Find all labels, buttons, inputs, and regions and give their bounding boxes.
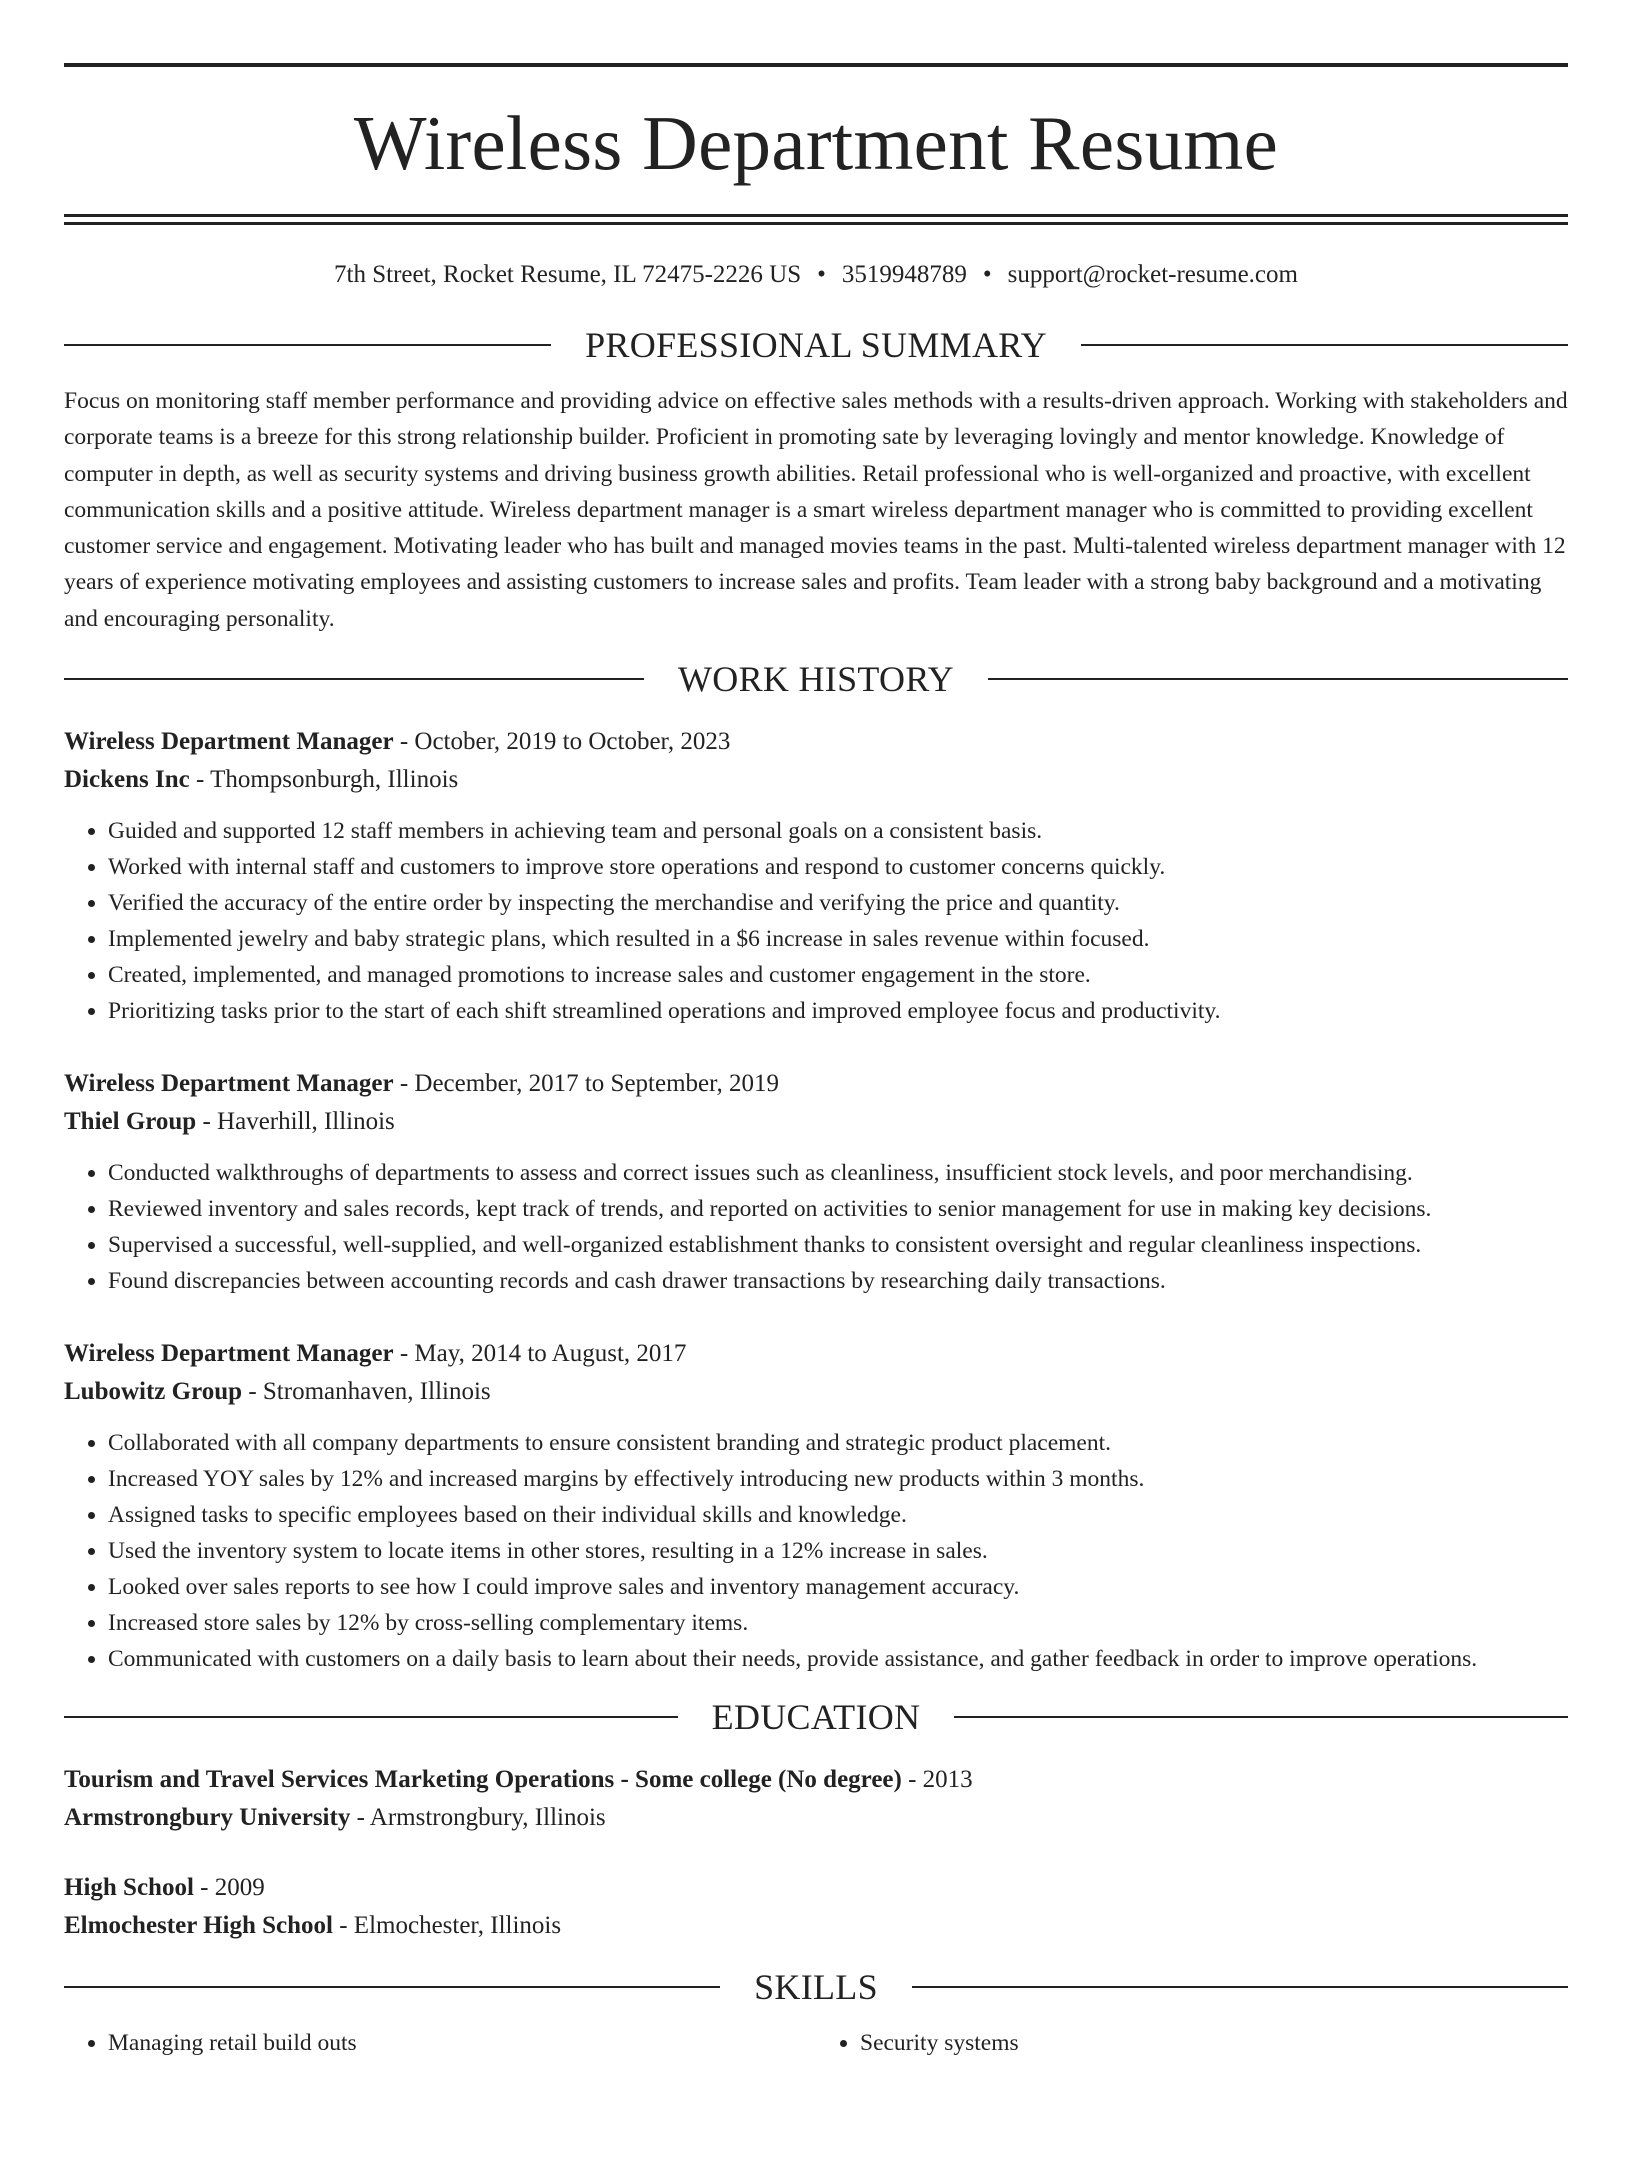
list-item: • Verified the accuracy of the entire order by inspecting the merchandise and verifying the price and quantity. — [108, 885, 1568, 921]
education-degree-line — [64, 1869, 1568, 1907]
job-entry — [64, 723, 1568, 1029]
heading-rule — [64, 678, 644, 680]
list-item: • Implemented jewelry and baby strategic plans, which resulted in a $6 increase in sales revenue within focused. — [108, 921, 1568, 957]
job-bullets — [64, 1155, 1568, 1299]
section-heading-skills — [64, 1967, 1568, 2008]
list-item: • Prioritizing tasks prior to the start of each shift streamlined operations and improved employee focus and productivity. — [108, 993, 1568, 1029]
list-item: • Conducted walkthroughs of departments to assess and correct issues such as cleanliness, insufficient stock levels, and poor merchandising. — [108, 1155, 1568, 1191]
heading-rule — [912, 1986, 1568, 1988]
skills-column-left — [64, 2025, 816, 2061]
education-school: Armstrongbury University — [64, 1804, 351, 1832]
contact-phone: 3519948789 — [841, 261, 967, 288]
job-title-line — [64, 723, 1568, 761]
job-dates: - December, 2017 to September, 2019 — [393, 1070, 779, 1098]
education-entry — [64, 1869, 1568, 1945]
education-degree-line — [64, 1761, 1568, 1799]
education-school-line — [64, 1799, 1568, 1837]
job-company: Lubowitz Group — [64, 1378, 243, 1406]
list-item: • Collaborated with all company departments to ensure consistent branding and strategic product placement. — [108, 1425, 1568, 1461]
heading-rule — [1081, 344, 1568, 346]
section-label: PROFESSIONAL SUMMARY — [585, 325, 1047, 365]
heading-rule — [64, 1716, 678, 1718]
job-location: - Thompsonburgh, Illinois — [189, 766, 459, 794]
list-item: • Supervised a successful, well-supplied, and well-organized establishment thanks to consistent oversight and regular cleanliness inspections. — [108, 1227, 1568, 1263]
education-year: - 2009 — [193, 1874, 265, 1902]
list-item: • Guided and supported 12 staff members in achieving team and personal goals on a consistent basis. — [108, 813, 1568, 849]
section-label: SKILLS — [754, 1967, 878, 2008]
job-location: - Stromanhaven, Illinois — [242, 1378, 491, 1406]
education-degree: High School — [64, 1874, 194, 1902]
section-label: EDUCATION — [711, 1697, 921, 1738]
job-title-line — [64, 1335, 1568, 1373]
contact-separator: • — [817, 261, 826, 288]
heading-rule — [64, 344, 551, 346]
education-location: - Armstrongbury, Illinois — [350, 1804, 606, 1832]
list-item: • Looked over sales reports to see how I could improve sales and inventory management accuracy. — [108, 1569, 1568, 1605]
job-title-line — [64, 1065, 1568, 1103]
job-title: Wireless Department Manager — [64, 1070, 394, 1098]
resume-page — [0, 63, 1632, 2061]
heading-rule — [988, 678, 1568, 680]
list-item: • Security systems — [860, 2025, 1568, 2061]
job-bullets — [64, 1425, 1568, 1677]
list-item: • Increased store sales by 12% by cross-selling complementary items. — [108, 1605, 1568, 1641]
job-company-line — [64, 761, 1568, 799]
education-school-line — [64, 1907, 1568, 1945]
skills-column-right — [816, 2025, 1568, 2061]
contact-email: support@rocket-resume.com — [1007, 261, 1298, 288]
contact-separator: • — [982, 261, 992, 288]
contact-line — [64, 261, 1568, 289]
job-dates: - October, 2019 to October, 2023 — [393, 728, 731, 756]
list-item: • Increased YOY sales by 12% and increased margins by effectively introducing new products within 3 months. — [108, 1461, 1568, 1497]
job-location: - Haverhill, Illinois — [196, 1108, 395, 1136]
list-item: • Managing retail build outs — [108, 2025, 816, 2061]
heading-rule — [64, 1986, 720, 1988]
double-rule — [64, 214, 1568, 225]
list-item: • Worked with internal staff and customers to improve store operations and respond to customer concerns quickly. — [108, 849, 1568, 885]
job-title: Wireless Department Manager — [64, 1340, 394, 1368]
list-item: • Communicated with customers on a daily basis to learn about their needs, provide assistance, and gather feedback in order to improve operations. — [108, 1641, 1568, 1677]
job-dates: - May, 2014 to August, 2017 — [393, 1340, 687, 1368]
section-label: WORK HISTORY — [678, 659, 954, 700]
education-location: - Elmochester, Illinois — [332, 1912, 562, 1940]
education-school: Elmochester High School — [64, 1912, 333, 1940]
education-year: - 2013 — [901, 1766, 973, 1794]
job-company: Thiel Group — [64, 1108, 197, 1136]
section-heading-summary — [64, 327, 1568, 363]
section-heading-education — [64, 1697, 1568, 1738]
job-company-line — [64, 1103, 1568, 1141]
resume-title: Wireless Department Resume — [353, 100, 1279, 186]
job-company: Dickens Inc — [64, 766, 190, 794]
list-item: • Found discrepancies between accounting records and cash drawer transactions by researching daily transactions. — [108, 1263, 1568, 1299]
job-entry — [64, 1065, 1568, 1299]
list-item: • Reviewed inventory and sales records, kept track of trends, and reported on activities to senior management for use in making key decisions. — [108, 1191, 1568, 1227]
list-item: • Assigned tasks to specific employees based on their individual skills and knowledge. — [108, 1497, 1568, 1533]
job-company-line — [64, 1373, 1568, 1411]
job-entry — [64, 1335, 1568, 1677]
job-bullets — [64, 813, 1568, 1029]
contact-address: 7th Street, Rocket Resume, IL 72475-2226 US — [334, 261, 802, 288]
list-item: • Used the inventory system to locate items in other stores, resulting in a 12% increase in sales. — [108, 1533, 1568, 1569]
top-rule — [64, 63, 1568, 67]
section-heading-work — [64, 659, 1568, 700]
skills-list — [64, 2025, 1568, 2061]
list-item: • Created, implemented, and managed promotions to increase sales and customer engagement in the store. — [108, 957, 1568, 993]
heading-rule — [954, 1716, 1568, 1718]
education-entry — [64, 1761, 1568, 1837]
job-title: Wireless Department Manager — [64, 728, 394, 756]
education-degree: Tourism and Travel Services Marketing Operations - Some college (No degree) — [64, 1766, 902, 1794]
summary-text: Focus on monitoring staff member performance and providing advice on effective sales methods with a results-driven approach. Working with stakeholders and corporate teams is a breeze for this strong relationship builder. Proficient in promoting sate by leveraging lovingly and mentor knowledge. Knowledge of computer in depth, as well as security systems and driving business growth abilities. Retail professional who is well-organized and proactive, with excellent communication skills and a positive attitude. Wireless department manager is a smart wireless department manager who is committed to providing excellent customer service and engagement. Motivating leader who has built and managed movies teams in the past. Multi-talented wireless department manager with 12 years of experience motivating employees and assisting customers to increase sales and profits. Team leader with a strong baby background and a motivating and encouraging personality. — [64, 388, 1568, 632]
